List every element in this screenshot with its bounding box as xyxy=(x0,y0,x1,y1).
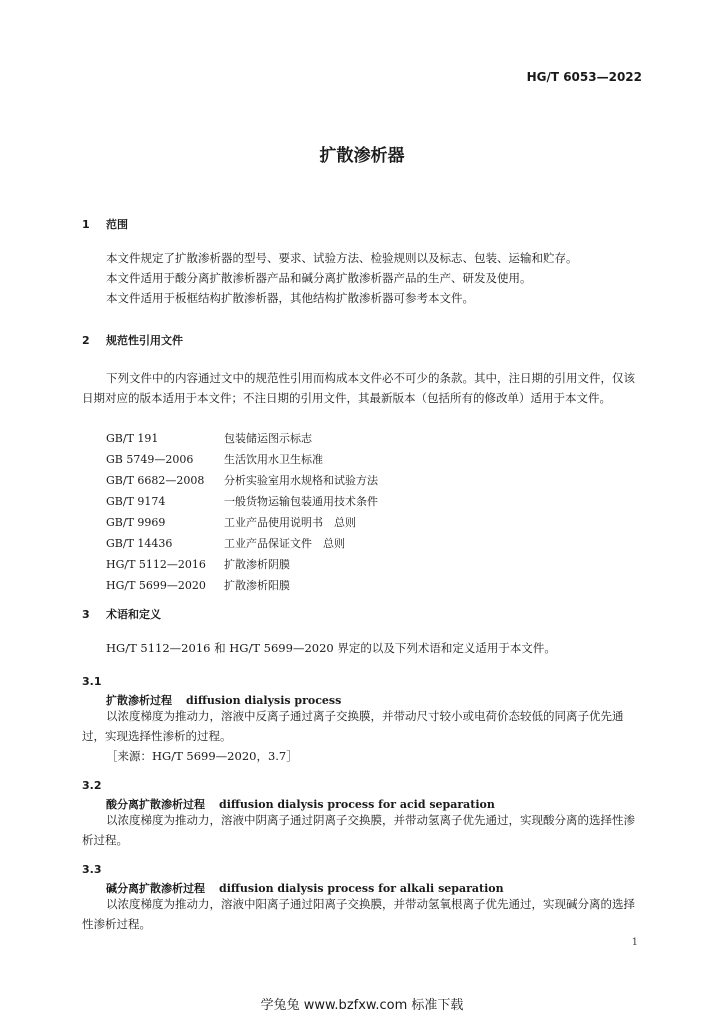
terms-intro: HG/T 5112—2016 和 HG/T 5699—2020 界定的以及下列术语和定义适用于本文件。 xyxy=(106,641,556,655)
reference-code: GB/T 191 xyxy=(106,432,159,445)
normative-references-intro: 下列文件中的内容通过文中的规范性引用而构成本文件必不可少的条款。其中，注日期的引用文件，仅该日期对应的版本适用于本文件；不注日期的引用文件，其最新版本（包括所有的修改单）适用于本文件。 xyxy=(82,371,635,405)
reference-title: 工业产品保证文件 总则 xyxy=(224,537,345,550)
reference-title: 包装储运图示标志 xyxy=(224,432,312,445)
section-3-heading xyxy=(82,606,161,622)
reference-title: 生活饮用水卫生标准 xyxy=(224,453,323,466)
document-title: 扩散渗析器 xyxy=(319,146,405,166)
term-number: 3.2 xyxy=(82,779,102,792)
term-chinese: 扩散渗析过程 xyxy=(106,694,172,707)
section-title: 术语和定义 xyxy=(106,608,161,621)
term-number: 3.1 xyxy=(82,675,102,688)
scope-paragraph: 本文件规定了扩散渗析器的型号、要求、试验方法、检验规则以及标志、包装、运输和贮存。 xyxy=(106,251,578,265)
term-english: diffusion dialysis process xyxy=(186,694,342,707)
term-definition: 以浓度梯度为推动力，溶液中阳离子通过阳离子交换膜，并带动氢氧根离子优先通过，实现碱分离的选择性渗析过程。 xyxy=(82,897,635,931)
page-number: 1 xyxy=(631,937,638,948)
reference-title: 分析实验室用水规格和试验方法 xyxy=(224,474,378,487)
section-number: 2 xyxy=(82,334,90,347)
term-english: diffusion dialysis process for acid separation xyxy=(219,798,495,811)
reference-item xyxy=(106,535,345,551)
reference-code: GB/T 14436 xyxy=(106,537,173,550)
reference-item xyxy=(106,493,378,509)
download-footer: 学兔兔 www.bzfxw.com 标准下载 xyxy=(260,998,464,1013)
reference-code: GB/T 6682—2008 xyxy=(106,474,205,487)
reference-code: HG/T 5699—2020 xyxy=(106,579,206,592)
scope-paragraph: 本文件适用于板框结构扩散渗析器，其他结构扩散渗析器可参考本文件。 xyxy=(106,291,474,305)
reference-code: GB 5749—2006 xyxy=(106,453,194,466)
term-english: diffusion dialysis process for alkali separation xyxy=(219,882,504,895)
reference-item xyxy=(106,577,290,593)
term-definition: 以浓度梯度为推动力，溶液中阴离子通过阴离子交换膜，并带动氢离子优先通过，实现酸分离的选择性渗析过程。 xyxy=(82,813,635,847)
reference-item xyxy=(106,430,312,446)
standard-code: HG/T 6053—2022 xyxy=(526,70,642,84)
reference-title: 工业产品使用说明书 总则 xyxy=(224,516,356,529)
term-chinese: 碱分离扩散渗析过程 xyxy=(106,882,205,895)
reference-item xyxy=(106,556,290,572)
reference-item xyxy=(106,472,378,488)
reference-code: GB/T 9969 xyxy=(106,516,166,529)
section-number: 3 xyxy=(82,608,90,621)
term-chinese: 酸分离扩散渗析过程 xyxy=(106,798,205,811)
term-definition: 以浓度梯度为推动力，溶液中反离子通过离子交换膜，并带动尺寸较小或电荷价态较低的同离子优先通过，实现选择性渗析的过程。 xyxy=(82,709,624,743)
section-1-heading xyxy=(82,216,128,232)
section-title: 规范性引用文件 xyxy=(106,334,183,347)
reference-code: HG/T 5112—2016 xyxy=(106,558,206,571)
term-source: ［来源：HG/T 5699—2020，3.7］ xyxy=(106,749,298,763)
reference-item xyxy=(106,514,356,530)
scope-paragraph: 本文件适用于酸分离扩散渗析器产品和碱分离扩散渗析器产品的生产、研发及使用。 xyxy=(106,271,532,285)
section-title: 范围 xyxy=(106,218,128,231)
reference-title: 扩散渗析阳膜 xyxy=(224,579,290,592)
section-2-heading xyxy=(82,332,183,348)
reference-code: GB/T 9174 xyxy=(106,495,166,508)
reference-item xyxy=(106,451,323,467)
reference-title: 一般货物运输包装通用技术条件 xyxy=(224,495,378,508)
term-number: 3.3 xyxy=(82,863,102,876)
section-number: 1 xyxy=(82,218,90,231)
reference-title: 扩散渗析阴膜 xyxy=(224,558,290,571)
